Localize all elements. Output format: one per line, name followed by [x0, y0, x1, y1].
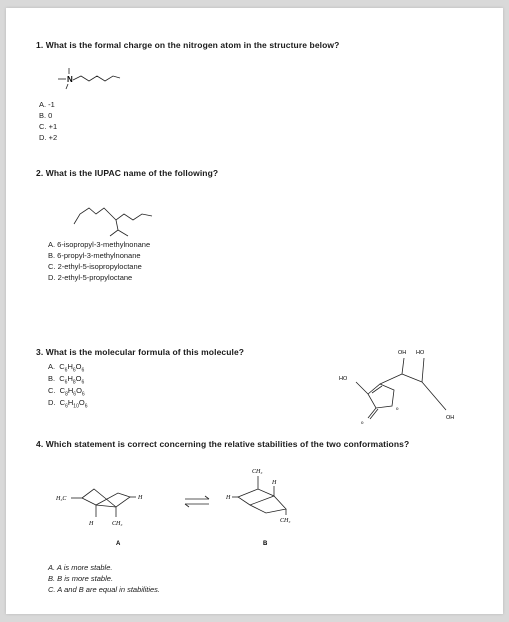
ring-oxygen: o [396, 407, 399, 412]
question-3-text: 3. What is the molecular formula of this molecule? [36, 347, 245, 357]
q2-option-a[interactable]: A. 6-isopropyl-3-methylnonane [48, 240, 151, 249]
q3-option-d[interactable]: D. $C_6H_{10}O_6$ [48, 398, 88, 410]
conformation-b-label: B [263, 541, 268, 547]
q3-option-b[interactable]: B. $C_6H_8O_6$ [48, 374, 85, 386]
worksheet-page [6, 8, 503, 614]
oh-label-top: OH [398, 350, 407, 356]
q1-option-a[interactable]: A. -1 [39, 100, 55, 109]
q2-option-c[interactable]: C. 2-ethyl-5-isopropyloctane [48, 262, 142, 271]
b-h-top: H [272, 480, 277, 486]
b-ch3-right: CH₃ [280, 518, 291, 524]
carbonyl-oxygen: o [361, 421, 364, 426]
question-3-structure [336, 346, 476, 431]
q4-option-a[interactable]: A. A is more stable. [48, 563, 113, 572]
ho-label-left: HO [339, 376, 348, 382]
a-h-bottom: H [89, 521, 94, 527]
conformation-a [56, 483, 176, 547]
question-1-text: 1. What is the formal charge on the nitrogen atom in the structure below? [36, 40, 340, 50]
equilibrium-arrows [183, 495, 213, 509]
b-h-left: H [226, 495, 231, 501]
a-ch3-bottom: CH₃ [112, 521, 123, 527]
nitrogen-label: N [67, 75, 73, 84]
conformation-a-label: A [116, 541, 121, 547]
question-2-skeletal-structure [66, 194, 176, 244]
q3-option-a[interactable]: A. $C_6H_6O_6$ [48, 362, 85, 374]
conformation-b [226, 463, 346, 553]
question-2-text: 2. What is the IUPAC name of the following? [36, 168, 219, 178]
q2-option-d[interactable]: D. 2-ethyl-5-propyloctane [48, 273, 133, 282]
ho-label-top: HO [416, 350, 425, 356]
q4-option-c[interactable]: C. A and B are equal in stabilities. [48, 585, 161, 594]
question-1-structure [46, 60, 136, 100]
q4-option-b[interactable]: B. B is more stable. [48, 574, 114, 583]
oh-label-right: OH [446, 415, 455, 421]
q3-option-c[interactable]: C. $C_8H_6O_6$ [48, 386, 85, 398]
q1-option-d[interactable]: D. +2 [39, 133, 58, 142]
a-h-right: H [138, 495, 143, 501]
q2-option-b[interactable]: B. 6-propyl-3-methylnonane [48, 251, 141, 260]
q1-option-b[interactable]: B. 0 [39, 111, 53, 120]
b-ch3-top: CH₃ [252, 469, 263, 475]
q1-option-c[interactable]: C. +1 [39, 122, 58, 131]
a-ch3-left: H₃C [56, 496, 67, 502]
question-4-text: 4. Which statement is correct concerning the relative stabilities of the two conformations? [36, 439, 410, 449]
